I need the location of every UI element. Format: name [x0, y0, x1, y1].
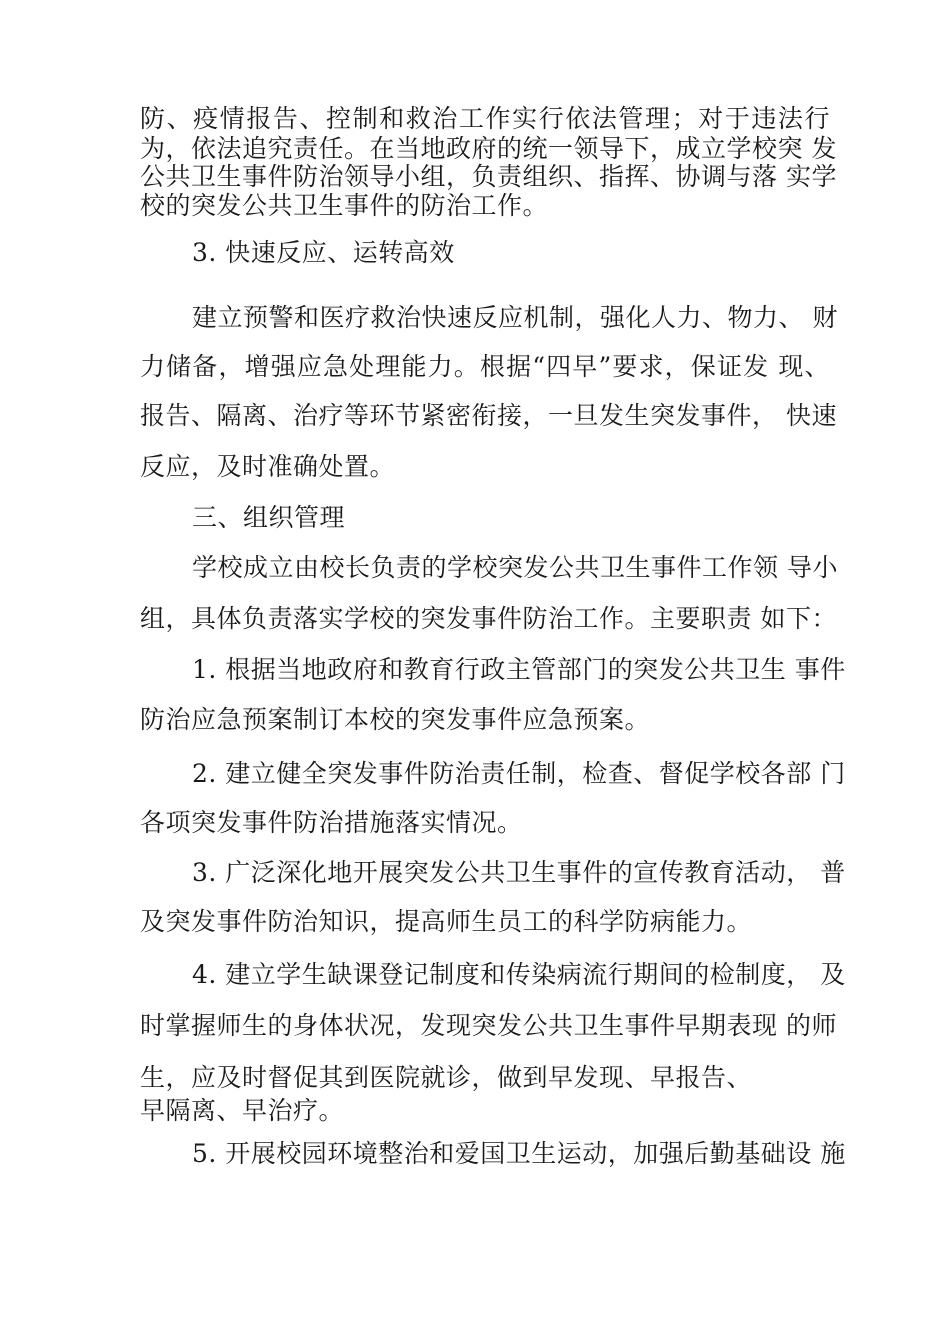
- list-item-2: 2. 建立健全突发事件防治责任制，检查、督促学校各部 门: [192, 759, 846, 788]
- text-line: 校的突发公共卫生事件的防治工作。: [140, 191, 549, 220]
- text-line: 公共卫生事件防治领导小组，负责组织、指挥、协调与落 实学: [140, 162, 837, 191]
- text-line: 组，具体负责落实学校的突发事件防治工作。主要职责 如下：: [140, 604, 837, 633]
- text-line: 学校成立由校长负责的学校突发公共卫生事件工作领 导小: [192, 553, 838, 582]
- text-line: 力储备，增强应急处理能力。根据“四早”要求，保证发 现、: [140, 352, 830, 381]
- text-line: 防治应急预案制订本校的突发事件应急预案。: [140, 705, 651, 734]
- subheading-3: 3. 快速反应、运转高效: [192, 238, 455, 267]
- text-line: 反应，及时准确处置。: [140, 452, 396, 481]
- list-item-5: 5. 开展校园环境整治和爱国卫生运动，加强后勤基础设 施: [192, 1139, 846, 1168]
- text-line: 及突发事件防治知识，提高师生员工的科学防病能力。: [140, 907, 753, 936]
- text-line: 为，依法追究责任。在当地政府的统一领导下，成立学校突 发: [140, 134, 837, 163]
- list-item-4: 4. 建立学生缺课登记制度和传染病流行期间的检制度， 及: [192, 960, 846, 989]
- text-line: 早隔离、早治疗。: [140, 1096, 345, 1125]
- text-line: 时掌握师生的身体状况，发现突发公共卫生事件早期表现 的师: [140, 1011, 837, 1040]
- list-item-3: 3. 广泛深化地开展突发公共卫生事件的宣传教育活动， 普: [192, 858, 846, 887]
- section-heading: 三、组织管理: [192, 503, 346, 532]
- text-line: 报告、隔离、治疗等环节紧密衔接，一旦发生突发事件， 快速: [140, 401, 837, 430]
- text-line: 建立预警和医疗救治快速反应机制，强化人力、物力、 财: [192, 303, 838, 332]
- text-line: 各项突发事件防治措施落实情况。: [140, 808, 523, 837]
- text-line: 防、疫情报告、控制和救治工作实行依法管理；对于违法行: [140, 104, 830, 133]
- text-line: 生，应及时督促其到医院就诊，做到早发现、早报告、: [140, 1063, 753, 1092]
- list-item-1: 1. 根据当地政府和教育行政主管部门的突发公共卫生 事件: [192, 655, 846, 684]
